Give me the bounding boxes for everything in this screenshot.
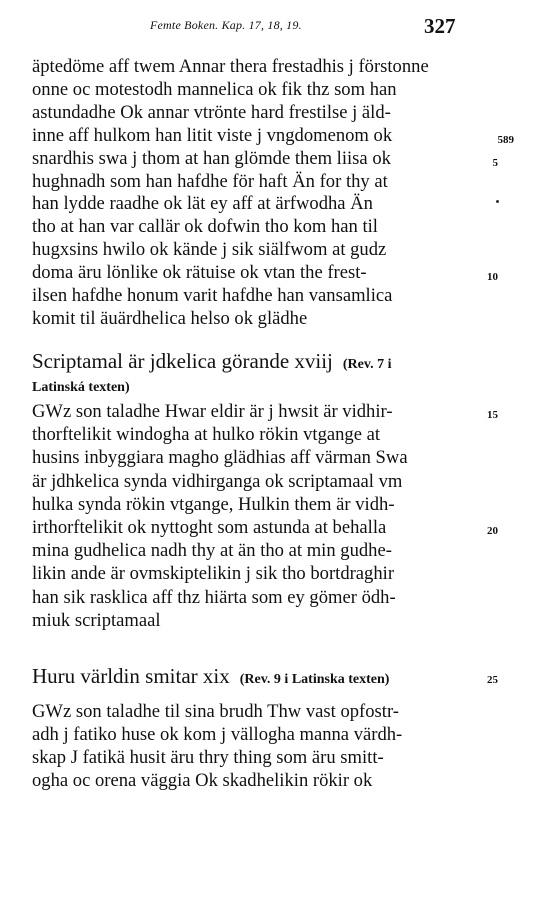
section-2-heading [32,347,472,397]
page-number: 327 [424,14,456,38]
text-line: skap J fatikä husit äru thry thing som äru smitt- [32,747,384,768]
chapter-note: (Rev. 9 i Latinska texten) [239,672,390,687]
line-number: 25 [487,674,498,686]
text-line: onne oc motestodh mannelica ok fik thz som han [32,78,397,100]
text-line: GWz son taladhe Hwar eldir är j hwsit är vidhir- 15 [32,401,498,422]
margin-dot [496,200,499,203]
section-3-heading [32,662,498,694]
text-line: husins inbyggiara magho glädhias aff värman Swa [32,447,408,469]
text-line: äptedöme aff twem Annar thera frestadhis j förstonne [32,56,429,77]
section-1-text [32,56,514,331]
page-header [0,14,544,44]
text-line: adh j fatiko huse ok kom j vällogha manna värdh- [32,724,403,745]
text-line: inne aff hulkom han litit viste j vngdomenom ok 589 [32,124,514,146]
chapter-title: Scriptamal är jdkelica görande xviij [32,349,333,373]
section-3-text [32,700,472,792]
text-line: likin ande är ovmskiptelikin j sik tho bortdraghir [32,563,395,585]
text-line: miuk scriptamaal [32,609,161,631]
text-line: ilsen hafdhe honum varit hafdhe han vansamlica [32,285,393,307]
text-line: doma äru lönlike ok rätuise ok vtan the frest- 10 [32,262,498,284]
text-line: han sik rasklica aff thz hiärta som ey gömer ödh- [32,586,396,608]
chapter-note-continued: Latinská texten) [32,380,130,395]
text-line: mina gudhelica nadh thy at än tho at min gudhe- [32,540,392,562]
text-line: är jdhkelica synda vidhirganga ok scriptamaal vm [32,470,403,492]
text-line: irthorftelikit ok nyttoght som astunda at behalla 20 [32,517,498,539]
text-line: snardhis swa j thom at han glömde them liisa ok 5 [32,147,498,169]
text-line: ogha oc orena väggia Ok skadhelikin rökir ok [32,770,373,791]
text-line: hulka synda rökin vtgange, Hulkin them är vidh- [32,493,395,515]
text-line: GWz son taladhe til sina brudh Thw vast opfostr- [32,701,399,722]
running-head: Femte Boken. Kap. 17, 18, 19. [150,18,302,32]
chapter-note: (Rev. 7 i [342,357,392,372]
text-line: han lydde raadhe ok lät ey aff at ärfwodha Än [32,193,373,215]
text-line: astundadhe Ok annar vtrönte hard frestilse j äld- [32,101,391,123]
chapter-title: Huru världin smitar xix [32,664,230,688]
text-line: thorftelikit windogha at hulko rökin vtgange at [32,424,381,446]
text-line: tho at han var callär ok dofwin tho kom han til [32,216,378,238]
section-2-text [32,400,498,632]
text-line: komit til äuärdhelica helso ok glädhe [32,307,308,329]
text-line: hughnadh som han hafdhe för haft Än for thy at [32,170,388,192]
text-line: hugxsins hwilo ok kände j sik siälfwom at gudz [32,239,387,261]
